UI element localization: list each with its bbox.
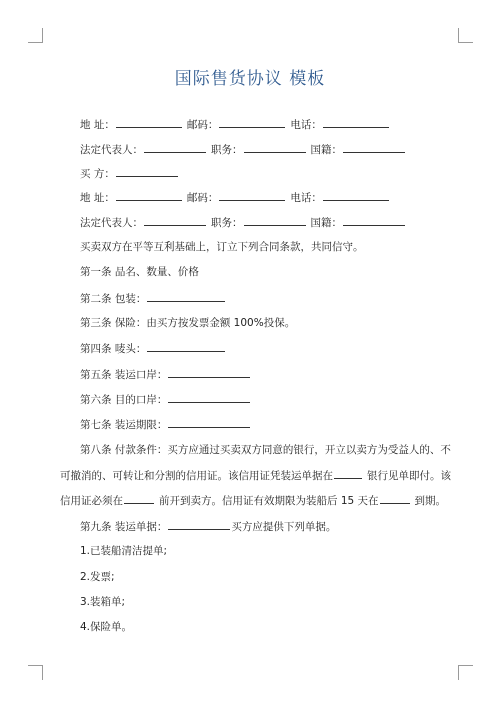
article-6: 第六条 目的口岸： (80, 392, 251, 407)
port-of-loading-blank[interactable] (168, 367, 250, 378)
article-1: 第一条 品名、数量、价格 (80, 266, 199, 278)
shipping-mark-blank[interactable] (147, 341, 225, 352)
intro-text: 买卖双方在平等互利基础上，订立下列合同条款，共同信守。 (80, 241, 364, 253)
postcode-blank[interactable] (219, 190, 285, 201)
port-of-destination-blank[interactable] (168, 392, 250, 403)
document-title: 国际售货协议 模板 (174, 69, 326, 89)
article-2: 第二条 包装： (80, 291, 226, 306)
buyer-row: 买 方： (80, 166, 179, 181)
phone-blank[interactable] (323, 117, 389, 128)
page-corner-mark (28, 665, 43, 680)
article-8-line-3: 信用证必须在 前开到卖方。信用证有效期限为装船后 15 天在 到期。 (60, 495, 447, 507)
buyer-rep-row: 法定代表人： 职务： 国籍： (80, 215, 406, 230)
shipment-time-blank[interactable] (168, 417, 250, 428)
bank-blank[interactable] (334, 468, 362, 479)
postcode-blank[interactable] (219, 117, 285, 128)
article-3: 第三条 保险：由买方按发票金额 100%投保。 (80, 317, 296, 329)
buyer-address-row: 地 址： 邮码： 电话： (80, 190, 390, 205)
nationality-blank[interactable] (343, 215, 405, 226)
lc-date-blank[interactable] (124, 493, 154, 504)
address-blank[interactable] (116, 117, 182, 128)
page-corner-mark (458, 665, 473, 680)
legal-rep-blank[interactable] (144, 142, 206, 153)
nationality-blank[interactable] (343, 142, 405, 153)
position-blank[interactable] (244, 142, 306, 153)
article-9: 第九条 装运单据： 买方应提供下列单据。 (80, 521, 337, 533)
position-blank[interactable] (244, 215, 306, 226)
packing-blank[interactable] (147, 291, 225, 302)
expiry-place-blank[interactable] (380, 493, 410, 504)
legal-rep-blank[interactable] (144, 215, 206, 226)
buyer-blank[interactable] (116, 166, 178, 177)
article-8-line-1: 第八条 付款条件：买方应通过买卖双方同意的银行，开立以卖方为受益人的、不 (80, 444, 451, 456)
article-4: 第四条 唛头： (80, 341, 226, 356)
article-5: 第五条 装运口岸： (80, 367, 251, 382)
list-item: 3.装箱单; (80, 596, 126, 608)
seller-rep-row: 法定代表人： 职务： 国籍： (80, 142, 406, 157)
address-blank[interactable] (116, 190, 182, 201)
seller-address-row: 地 址： 邮码： 电话： (80, 117, 390, 132)
list-item: 4.保险单。 (80, 621, 133, 633)
list-item: 1.已装船清洁提单; (80, 545, 168, 557)
phone-blank[interactable] (323, 190, 389, 201)
list-item: 2.发票; (80, 571, 115, 583)
article-7: 第七条 装运期限： (80, 417, 251, 432)
page-corner-mark (458, 28, 473, 43)
page-corner-mark (28, 28, 43, 43)
article-8-line-2: 可撤消的、可转让和分割的信用证。该信用证凭装运单据在 银行见单即付。该 (60, 470, 451, 482)
documents-blank[interactable] (168, 519, 230, 530)
